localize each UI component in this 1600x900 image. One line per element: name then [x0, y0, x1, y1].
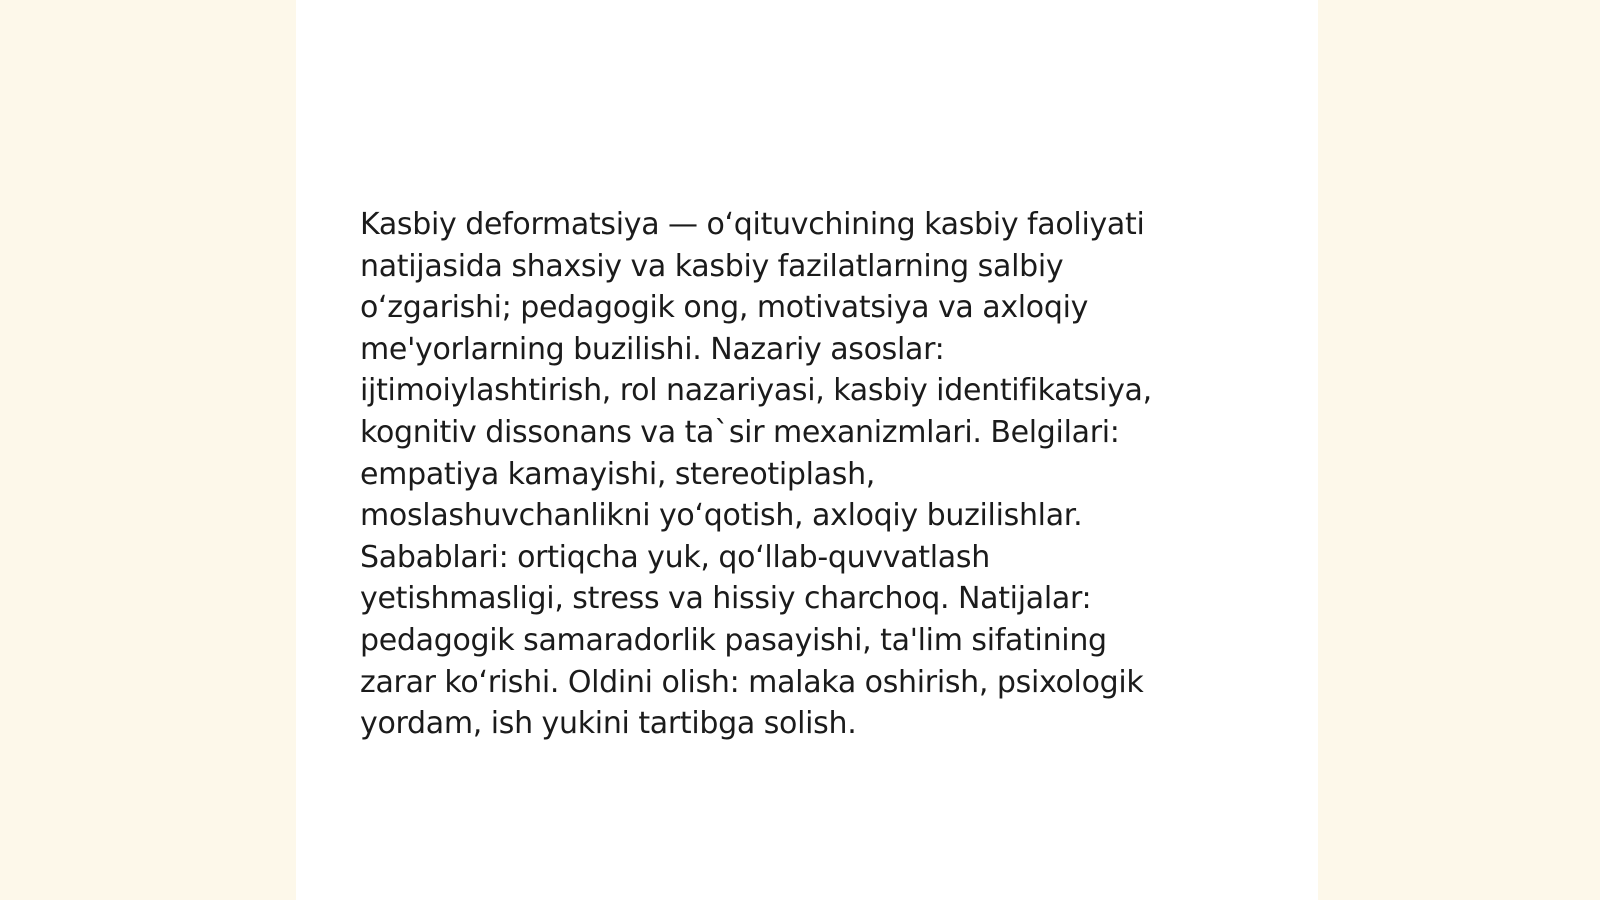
- slide-text-line-11: pedagogik samaradorlik pasayishi, ta'lim sifatining: [360, 622, 1107, 658]
- slide-text-line-4: me'yorlarning buzilishi. Nazariy asoslar:: [360, 331, 945, 367]
- slide-text-line-12: zarar ko‘rishi. Oldini olish: malaka oshirish, psixologik: [360, 664, 1144, 700]
- slide-text-line-1: Kasbiy deformatsiya — o‘qituvchining kasbiy faoliyati: [360, 207, 1145, 242]
- slide-text-line-3: o‘zgarishi; pedagogik ong, motivatsiya va axloqiy: [360, 290, 1089, 326]
- slide-text-line-6: kognitiv dissonans va ta`sir mexanizmlari. Belgilari:: [360, 414, 1120, 450]
- slide-body-text: [360, 204, 1240, 745]
- slide-text-line-13: yordam, ish yukini tartibga solish.: [360, 706, 857, 742]
- slide-text-line-5: ijtimoiylashtirish, rol nazariyasi, kasbiy identifikatsiya,: [360, 373, 1152, 409]
- slide-text-line-10: yetishmasligi, stress va hissiy charchoq. Natijalar:: [360, 581, 1092, 617]
- slide-text-line-2: natijasida shaxsiy va kasbiy fazilatlarning salbiy: [360, 248, 1064, 284]
- slide-text-line-9: Sabablari: ortiqcha yuk, qo‘llab-quvvatlash: [360, 539, 990, 575]
- slide-text-line-7: empatiya kamayishi, stereotiplash,: [360, 456, 876, 492]
- slide: [296, 0, 1318, 900]
- slide-text-line-8: moslashuvchanlikni yo‘qotish, axloqiy buzilishlar.: [360, 498, 1083, 534]
